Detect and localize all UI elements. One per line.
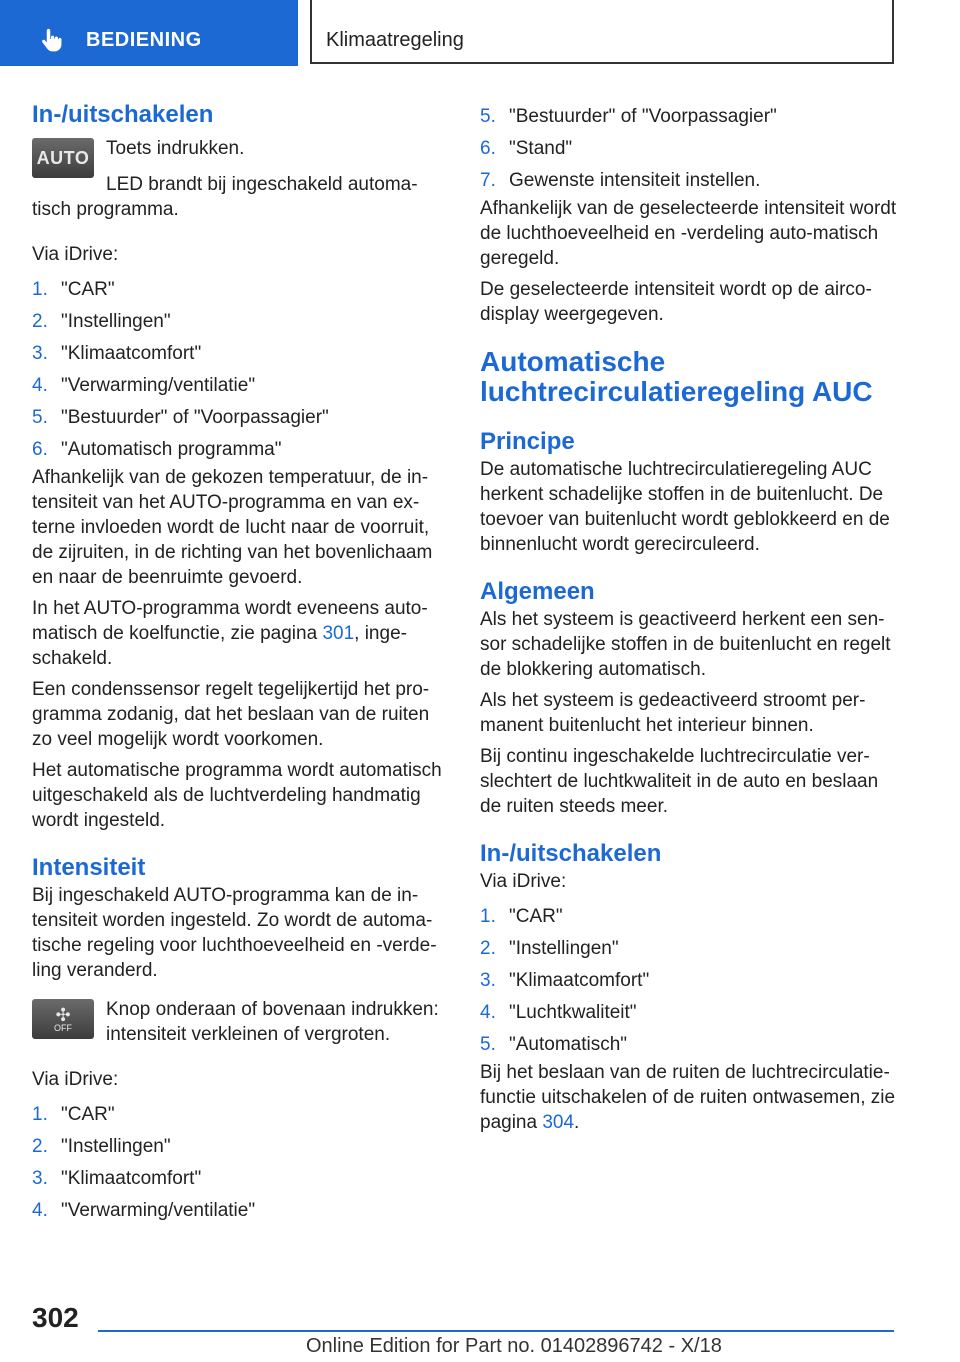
list-item: 5. "Bestuurder" of "Voorpassagier" bbox=[32, 406, 329, 428]
fan-off-button-icon bbox=[32, 999, 94, 1039]
list-item: 1. "CAR" bbox=[32, 1103, 115, 1125]
section-label: BEDIENING bbox=[86, 29, 202, 51]
list-item: 1. "CAR" bbox=[480, 905, 563, 927]
list-item: 2. "Instellingen" bbox=[480, 937, 619, 959]
list-item: 6. "Automatisch programma" bbox=[32, 438, 282, 460]
list-item: 3. "Klimaatcomfort" bbox=[32, 342, 202, 364]
via-idrive-label: Via iDrive: bbox=[32, 244, 119, 265]
paragraph-principe: De automatische luchtrecirculatieregeling AUC herkent schadelijke stoffen in de buitenlucht. De toevoer van buitenlucht wordt geblokkeerd en de binnenlucht wordt gerecirculeerd. bbox=[480, 459, 890, 555]
list-item: 4. "Verwarming/ventilatie" bbox=[32, 374, 256, 396]
list-item: 4. "Luchtkwaliteit" bbox=[480, 1001, 637, 1023]
paragraph-afhankelijk-intensiteit: Afhankelijk van de geselecteerde intensiteit wordt de luchthoeveelheid en -verdeling auto-matisch geregeld. bbox=[480, 198, 897, 269]
list-item: 7. Gewenste intensiteit instellen. bbox=[480, 169, 761, 191]
list-item: 5. "Bestuurder" of "Voorpassagier" bbox=[480, 105, 777, 127]
auto-led-text: LED brandt bij ingeschakeld automa-tisch programma. bbox=[32, 174, 418, 220]
heading-intensiteit: Intensiteit bbox=[32, 854, 146, 881]
via-idrive-label: Via iDrive: bbox=[480, 871, 567, 892]
fan-off-label: OFF bbox=[54, 1023, 72, 1033]
fan-button-row bbox=[32, 997, 452, 1047]
heading-algemeen: Algemeen bbox=[480, 578, 595, 605]
paragraph-condenssensor: Een condenssensor regelt tegelijkertijd het pro-gramma zodanig, dat het beslaan van de ruiten zo veel mogelijk wordt voorkomen. bbox=[32, 679, 430, 750]
auto-instruction: Toets indrukken. bbox=[106, 138, 245, 159]
footer-rule bbox=[98, 1330, 894, 1332]
fan-icon: ✣ bbox=[55, 1005, 71, 1025]
list-item: 1. "CAR" bbox=[32, 278, 115, 300]
paragraph-algemeen-3: Bij continu ingeschakelde luchtrecirculatie ver-slechtert de luchtkwaliteit in de auto en beslaan de ruiten steeds meer. bbox=[480, 746, 879, 817]
idrive-steps-intensiteit bbox=[32, 1098, 452, 1226]
list-item: 4. "Verwarming/ventilatie" bbox=[32, 1199, 256, 1221]
paragraph-beslaan: Bij het beslaan van de ruiten de luchtrecirculatie-functie uitschakelen of de ruiten ontwasemen, zie pagina 304. bbox=[480, 1062, 896, 1133]
paragraph-algemeen-1: Als het systeem is geactiveerd herkent een sen-sor schadelijke stoffen in de buitenlucht en regelt de blokkering automatisch. bbox=[480, 609, 891, 680]
heading-principe: Principe bbox=[480, 428, 575, 455]
list-item: 5. "Automatisch" bbox=[480, 1033, 628, 1055]
right-column bbox=[480, 100, 900, 1135]
idrive-steps-auto bbox=[32, 273, 452, 465]
paragraph-algemeen-2: Als het systeem is gedeactiveerd stroomt per-manent buitenlucht het interieur binnen. bbox=[480, 690, 866, 736]
page-link-304[interactable]: 304 bbox=[542, 1112, 575, 1133]
page-number: 302 bbox=[32, 1302, 79, 1333]
edition-text: Online Edition for Part no. 01402896742 - X/18 bbox=[306, 1335, 722, 1357]
list-item: 2. "Instellingen" bbox=[32, 1135, 171, 1157]
paragraph-uitgeschakeld: Het automatische programma wordt automatisch uitgeschakeld als de luchtverdeling handmatig wordt ingesteld. bbox=[32, 760, 442, 831]
idrive-steps-intensiteit-continued bbox=[480, 100, 900, 196]
left-column bbox=[32, 100, 452, 1226]
list-item: 2. "Instellingen" bbox=[32, 310, 171, 332]
heading-in-uitschakelen: In-/uitschakelen bbox=[32, 101, 214, 128]
list-item: 6. "Stand" bbox=[480, 137, 573, 159]
chapter-header bbox=[310, 0, 894, 64]
idrive-steps-auc bbox=[480, 900, 900, 1060]
paragraph-intensiteit: Bij ingeschakeld AUTO-programma kan de in-tensiteit worden ingesteld. Zo wordt de automa-tische regeling voor luchthoeveelheid en -verde-ling veranderd. bbox=[32, 885, 437, 981]
auto-button-icon: AUTO bbox=[32, 138, 94, 178]
heading-auc: Automatische luchtrecirculatieregeling AUC bbox=[480, 346, 873, 407]
section-tab bbox=[0, 0, 298, 66]
chapter-title: Klimaatregeling bbox=[326, 29, 464, 51]
heading-in-uitschakelen-auc: In-/uitschakelen bbox=[480, 840, 662, 867]
paragraph-display: De geselecteerde intensiteit wordt op de airco-display weergegeven. bbox=[480, 279, 872, 325]
page-link-301[interactable]: 301 bbox=[322, 623, 355, 644]
knop-instruction: Knop onderaan of bovenaan indrukken: intensiteit verkleinen of vergroten. bbox=[106, 999, 439, 1045]
list-item: 3. "Klimaatcomfort" bbox=[480, 969, 650, 991]
hand-pointer-icon bbox=[38, 26, 66, 54]
paragraph-koelfunctie: In het AUTO-programma wordt eveneens auto-matisch de koelfunctie, zie pagina 301, inge-schakeld. bbox=[32, 598, 428, 669]
paragraph-afhankelijk: Afhankelijk van de gekozen temperatuur, de in-tensiteit van het AUTO-programma en van ex-terne invloeden wordt de lucht naar de voorruit, de zijruiten, in de richting van het bovenlichaam en naar de beenruimte gevoerd. bbox=[32, 467, 433, 588]
via-idrive-label: Via iDrive: bbox=[32, 1069, 119, 1090]
list-item: 3. "Klimaatcomfort" bbox=[32, 1167, 202, 1189]
